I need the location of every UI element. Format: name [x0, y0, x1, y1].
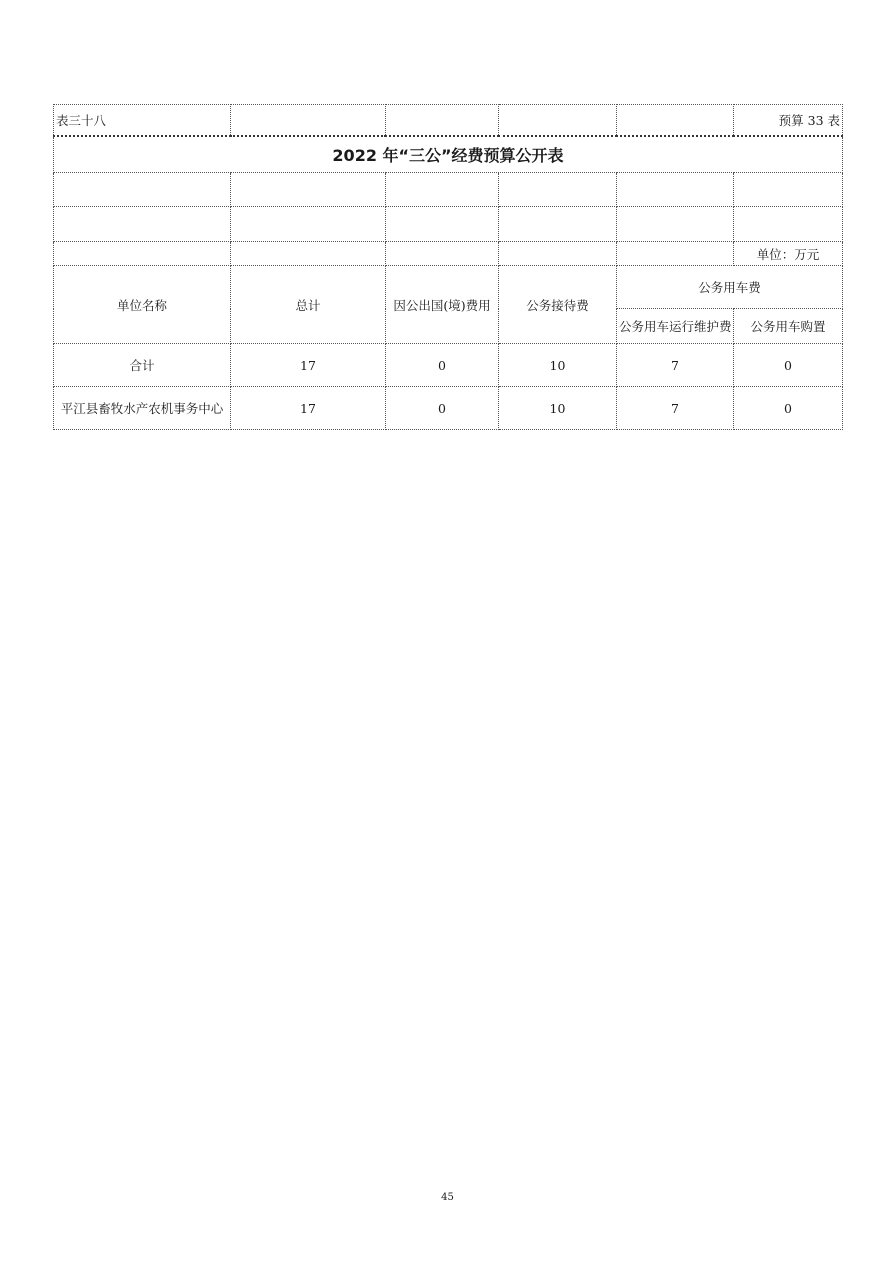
row-total: 17 — [231, 387, 386, 430]
empty-cell — [386, 173, 499, 207]
row-overseas: 0 — [386, 344, 499, 387]
unit-label: 单位：万元 — [734, 242, 843, 266]
row-vehicle-purchase: 0 — [734, 387, 843, 430]
row-vehicle-maintenance: 7 — [617, 387, 734, 430]
budget-table — [53, 104, 843, 430]
header-overseas: 因公出国(境)费用 — [386, 266, 499, 344]
empty-cell — [54, 242, 231, 266]
empty-cell — [734, 173, 843, 207]
empty-cell — [386, 242, 499, 266]
table-number-note: 表三十八 — [54, 105, 231, 136]
empty-cell — [617, 207, 734, 242]
empty-cell — [617, 105, 734, 136]
row-vehicle-maintenance: 7 — [617, 344, 734, 387]
row-total: 17 — [231, 344, 386, 387]
row-name: 合计 — [54, 344, 231, 387]
title-row — [54, 136, 843, 173]
empty-cell — [734, 207, 843, 242]
empty-cell — [617, 242, 734, 266]
header-vehicle-purchase: 公务用车购置 — [734, 309, 843, 344]
empty-cell — [499, 105, 617, 136]
unit-row — [54, 242, 843, 266]
row-reception: 10 — [499, 387, 617, 430]
page-number: 45 — [441, 1192, 454, 1203]
empty-cell — [386, 105, 499, 136]
blank-row — [54, 207, 843, 242]
blank-row — [54, 173, 843, 207]
header-reception: 公务接待费 — [499, 266, 617, 344]
header-unit-name: 单位名称 — [54, 266, 231, 344]
table-title: 2022 年“三公”经费预算公开表 — [54, 136, 843, 173]
empty-cell — [54, 173, 231, 207]
empty-cell — [231, 242, 386, 266]
header-note-row — [54, 105, 843, 136]
empty-cell — [54, 207, 231, 242]
empty-cell — [499, 173, 617, 207]
table-row — [54, 344, 843, 387]
empty-cell — [499, 207, 617, 242]
header-vehicle-group: 公务用车费 — [617, 266, 843, 309]
empty-cell — [231, 173, 386, 207]
empty-cell — [231, 105, 386, 136]
row-overseas: 0 — [386, 387, 499, 430]
column-header-row — [54, 266, 843, 309]
empty-cell — [617, 173, 734, 207]
empty-cell — [386, 207, 499, 242]
row-name: 平江县畜牧水产农机事务中心 — [54, 387, 231, 430]
row-vehicle-purchase: 0 — [734, 344, 843, 387]
table-row — [54, 387, 843, 430]
row-reception: 10 — [499, 344, 617, 387]
empty-cell — [499, 242, 617, 266]
header-vehicle-maintenance: 公务用车运行维护费 — [617, 309, 734, 344]
header-total: 总计 — [231, 266, 386, 344]
empty-cell — [231, 207, 386, 242]
budget-number-note: 预算 33 表 — [734, 105, 843, 136]
